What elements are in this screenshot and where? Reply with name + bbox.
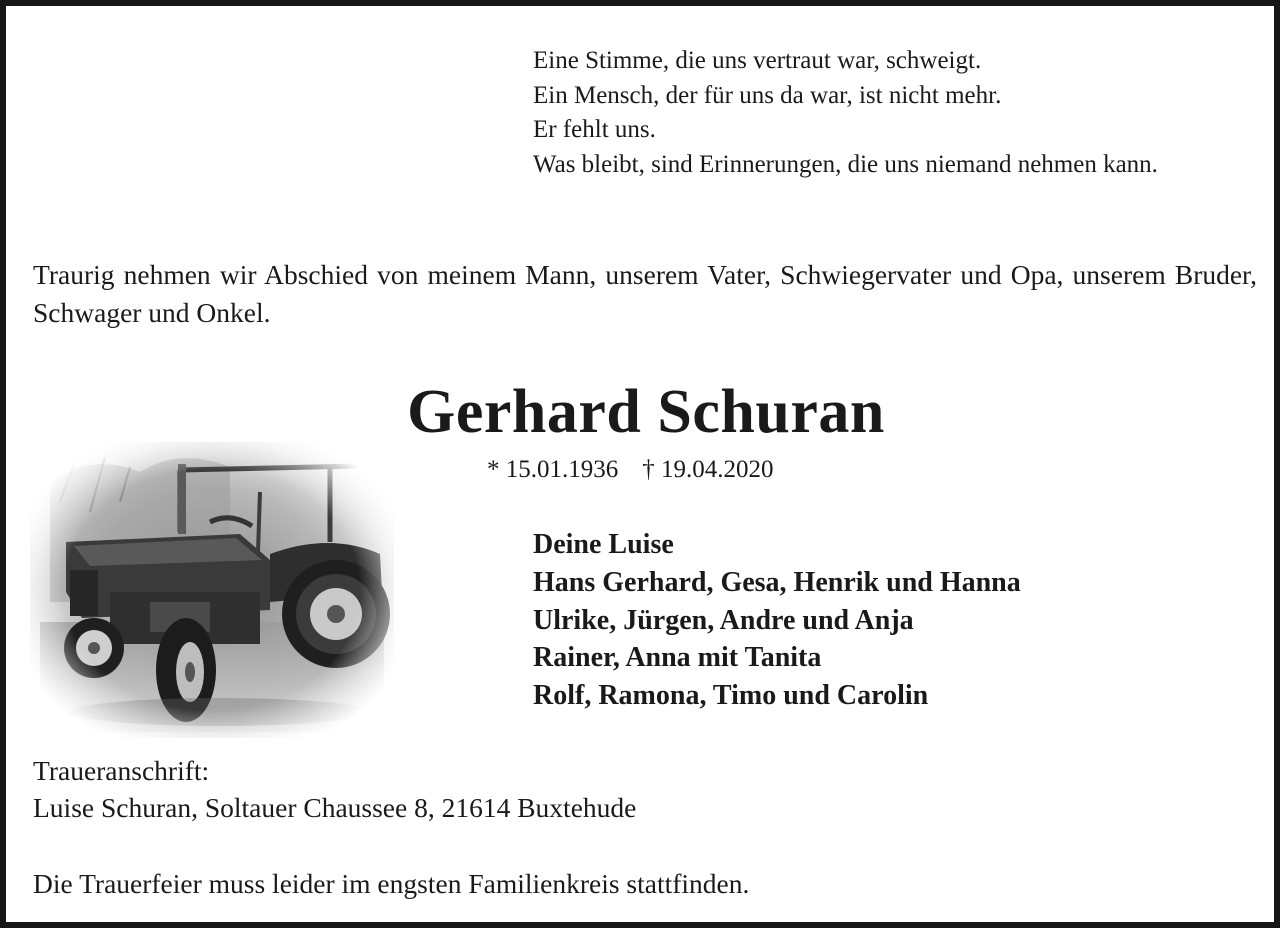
address-label: Traueranschrift:	[33, 755, 210, 786]
birth-date: * 15.01.1936	[487, 456, 619, 483]
family-member: Hans Gerhard, Gesa, Henrik und Hanna	[533, 566, 1021, 598]
life-dates	[487, 455, 774, 485]
poem-line: Eine Stimme, die uns vertraut war, schweigt.	[533, 47, 982, 74]
death-date: † 19.04.2020	[642, 456, 774, 483]
farewell-text: Traurig nehmen wir Abschied von meinem Mann, unserem Vater, Schwiegervater und Opa, unserem Bruder, Schwager und Onkel.	[33, 259, 1257, 328]
family-member: Rainer, Anna mit Tanita	[533, 642, 822, 674]
family-member: Rolf, Ramona, Timo und Carolin	[533, 680, 929, 712]
deceased-name: Gerhard Schuran	[407, 378, 885, 446]
tractor-image	[30, 442, 394, 738]
tractor-photo	[30, 442, 394, 738]
family-members	[533, 526, 1021, 715]
poem-line: Was bleibt, sind Erinnerungen, die uns niemand nehmen kann.	[533, 150, 1158, 178]
family-member: Ulrike, Jürgen, Andre und Anja	[533, 604, 914, 636]
poem-line: Er fehlt uns.	[533, 116, 656, 143]
poem	[533, 44, 1158, 182]
poem-line: Ein Mensch, der für uns da war, ist nicht mehr.	[533, 81, 1002, 109]
mourning-address	[33, 752, 636, 826]
family-member: Deine Luise	[533, 529, 674, 560]
funeral-note: Die Trauerfeier muss leider im engsten Familienkreis stattfinden.	[33, 868, 750, 899]
address-value: Luise Schuran, Soltauer Chaussee 8, 21614 Buxtehude	[33, 792, 637, 823]
